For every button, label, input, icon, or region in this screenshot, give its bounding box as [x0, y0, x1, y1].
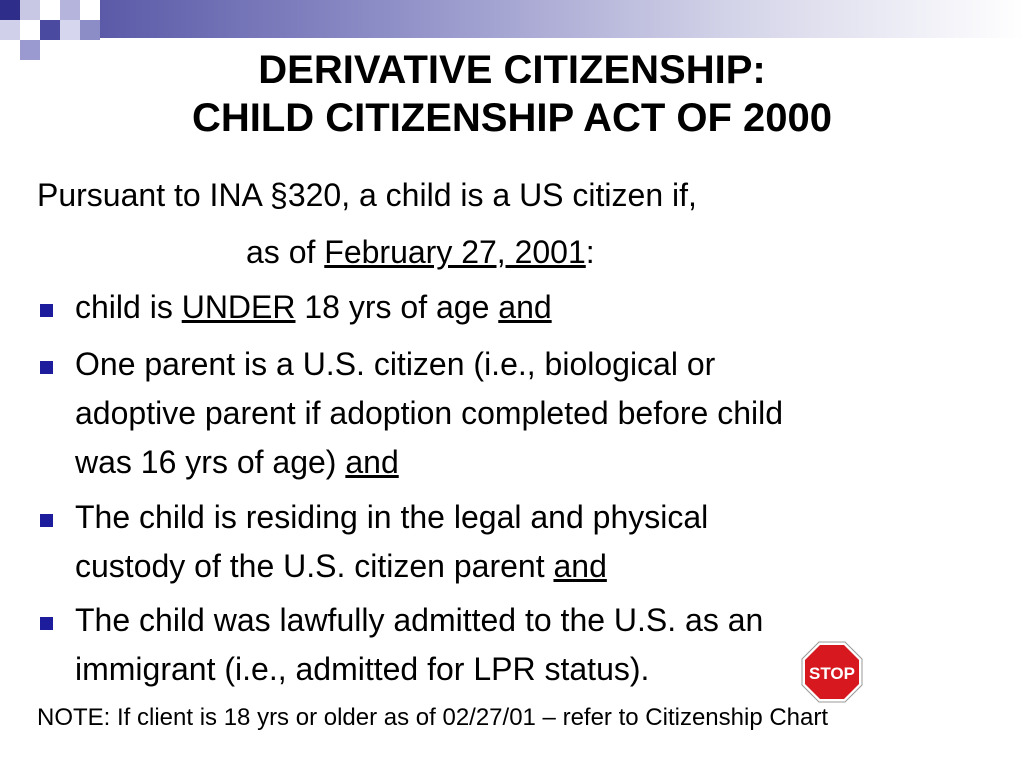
bullet-4-line-2 [75, 649, 649, 689]
title-line-2: CHILD CITIZENSHIP ACT OF 2000 [191, 96, 833, 140]
note-text: NOTE: If client is 18 yrs or older as of 02/27/01 – refer to Citizenship Chart [37, 704, 829, 731]
bullet-3-line-2 [75, 546, 607, 586]
text-run: The child is residing in the legal and physical [75, 499, 709, 535]
text-run: was 16 yrs of age) [75, 444, 346, 480]
bullet-2-line-1 [75, 344, 715, 384]
bullet-marker [40, 304, 53, 317]
bullet-4-line-1 [75, 600, 763, 640]
bullet-3-line-1 [75, 497, 708, 537]
text-run: immigrant (i.e., admitted for LPR status). [75, 651, 650, 687]
bullet-2-line-2 [75, 393, 783, 433]
text-run: child is [75, 289, 182, 325]
title-line-1: DERIVATIVE CITIZENSHIP: [258, 48, 766, 92]
stop-sign-text: STOP [809, 664, 855, 683]
bullet-2-line-3 [75, 442, 399, 482]
underlined-text: and [345, 444, 399, 480]
bullet-1-line-1 [75, 287, 552, 327]
bullet-marker [40, 361, 53, 374]
bullet-marker [40, 617, 53, 630]
text-run: 18 yrs of age [295, 289, 499, 325]
stop-sign-icon [801, 641, 863, 703]
effective-date: February 27, 2001 [324, 234, 586, 270]
text-run: adoptive parent if adoption completed before child [75, 395, 784, 431]
underlined-text: and [498, 289, 552, 325]
underlined-text: UNDER [181, 289, 296, 325]
intro-line-1: Pursuant to INA §320, a child is a US citizen if, [37, 177, 697, 213]
intro-as-of: as of [246, 234, 325, 270]
intro-colon: : [585, 234, 595, 270]
text-run: custody of the U.S. citizen parent [75, 548, 554, 584]
text-run: The child was lawfully admitted to the U.S. as an [75, 602, 764, 638]
text-run: One parent is a U.S. citizen (i.e., biological or [75, 346, 716, 382]
bullet-marker [40, 514, 53, 527]
underlined-text: and [553, 548, 607, 584]
